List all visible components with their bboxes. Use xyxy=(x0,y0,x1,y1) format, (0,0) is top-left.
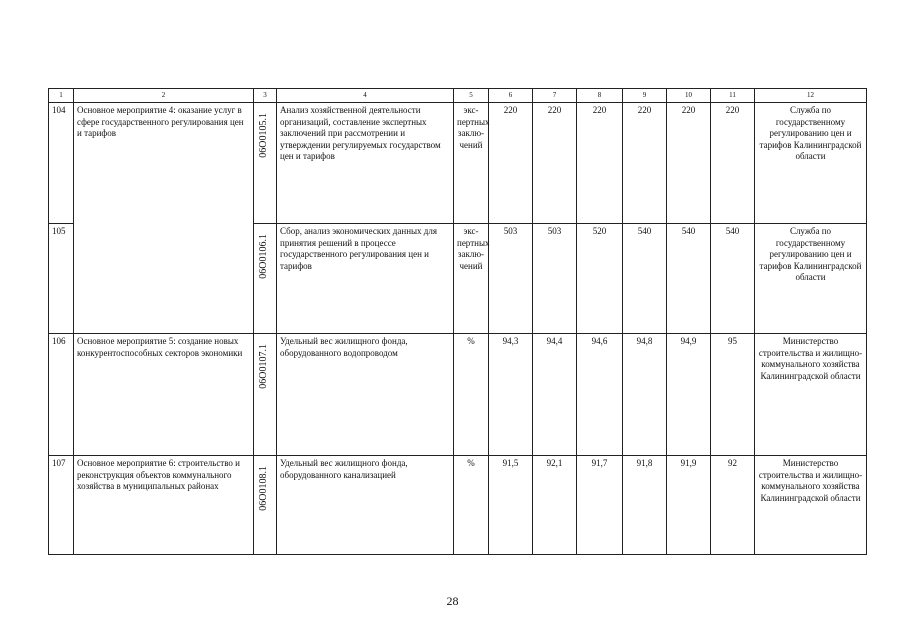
table-row xyxy=(49,334,867,456)
code-cell xyxy=(254,224,277,334)
column-number: 9 xyxy=(623,89,667,103)
value: 503 xyxy=(533,224,577,334)
code-text: 06O0106.1 xyxy=(258,234,269,279)
column-number: 5 xyxy=(454,89,489,103)
indicator-name: Сбор, анализ экономических данных для принятия решений в процессе государственного регулирования цен и тарифов xyxy=(277,224,454,334)
value: 94,3 xyxy=(489,334,533,456)
table-row xyxy=(49,103,867,224)
value: 220 xyxy=(667,103,711,224)
column-number-row xyxy=(49,89,867,103)
measure-name: Основное мероприятие 4: оказание услуг в сфере государственного регулирования цен и тарифов xyxy=(74,103,254,334)
column-number: 1 xyxy=(49,89,74,103)
row-number: 104 xyxy=(49,103,74,224)
value: 95 xyxy=(711,334,755,456)
executor: Служба по государственному регулированию цен и тарифов Калининградской области xyxy=(755,103,867,224)
measure-name: Основное мероприятие 6: строительство и реконструкция объектов коммунального хозяйства в муниципальных районах xyxy=(74,456,254,555)
code-text: 06O0108.1 xyxy=(258,466,269,511)
value: 91,9 xyxy=(667,456,711,555)
indicator-name: Удельный вес жилищного фонда, оборудованного водопроводом xyxy=(277,334,454,456)
unit: % xyxy=(454,334,489,456)
indicators-table xyxy=(48,88,867,555)
column-number: 8 xyxy=(577,89,623,103)
column-number: 4 xyxy=(277,89,454,103)
value: 91,8 xyxy=(623,456,667,555)
value: 94,6 xyxy=(577,334,623,456)
code-cell xyxy=(254,103,277,224)
value: 540 xyxy=(623,224,667,334)
value: 220 xyxy=(623,103,667,224)
measure-name: Основное мероприятие 5: создание новых конкурентоспособных секторов экономики xyxy=(74,334,254,456)
page-number: 28 xyxy=(446,594,459,608)
unit: экс-пертных заклю-чений xyxy=(454,103,489,224)
value: 94,4 xyxy=(533,334,577,456)
row-number: 106 xyxy=(49,334,74,456)
value: 220 xyxy=(533,103,577,224)
column-number: 12 xyxy=(755,89,867,103)
column-number: 11 xyxy=(711,89,755,103)
code-text: 06O0105.1 xyxy=(258,113,269,158)
value: 92 xyxy=(711,456,755,555)
indicator-name: Анализ хозяйственной деятельности организаций, составление экспертных заключений при рассмотрении и утверждении регулируемых государством цен и тарифов xyxy=(277,103,454,224)
column-number: 7 xyxy=(533,89,577,103)
value: 503 xyxy=(489,224,533,334)
row-number: 107 xyxy=(49,456,74,555)
executor: Министерство строительства и жилищно-коммунального хозяйства Калининградской области xyxy=(755,334,867,456)
column-number: 10 xyxy=(667,89,711,103)
row-number: 105 xyxy=(49,224,74,334)
value: 91,5 xyxy=(489,456,533,555)
value: 220 xyxy=(489,103,533,224)
value: 520 xyxy=(577,224,623,334)
value: 540 xyxy=(667,224,711,334)
code-text: 06O0107.1 xyxy=(258,344,269,389)
executor: Служба по государственному регулированию цен и тарифов Калининградской области xyxy=(755,224,867,334)
code-cell xyxy=(254,456,277,555)
value: 94,9 xyxy=(667,334,711,456)
value: 540 xyxy=(711,224,755,334)
value: 94,8 xyxy=(623,334,667,456)
value: 220 xyxy=(577,103,623,224)
value: 91,7 xyxy=(577,456,623,555)
table-row xyxy=(49,456,867,555)
code-cell xyxy=(254,334,277,456)
column-number: 3 xyxy=(254,89,277,103)
indicator-name: Удельный вес жилищного фонда, оборудованного канализацией xyxy=(277,456,454,555)
column-number: 6 xyxy=(489,89,533,103)
executor: Министерство строительства и жилищно-коммунального хозяйства Калининградской области xyxy=(755,456,867,555)
value: 220 xyxy=(711,103,755,224)
column-number: 2 xyxy=(74,89,254,103)
unit: экс-пертных заклю-чений xyxy=(454,224,489,334)
value: 92,1 xyxy=(533,456,577,555)
unit: % xyxy=(454,456,489,555)
